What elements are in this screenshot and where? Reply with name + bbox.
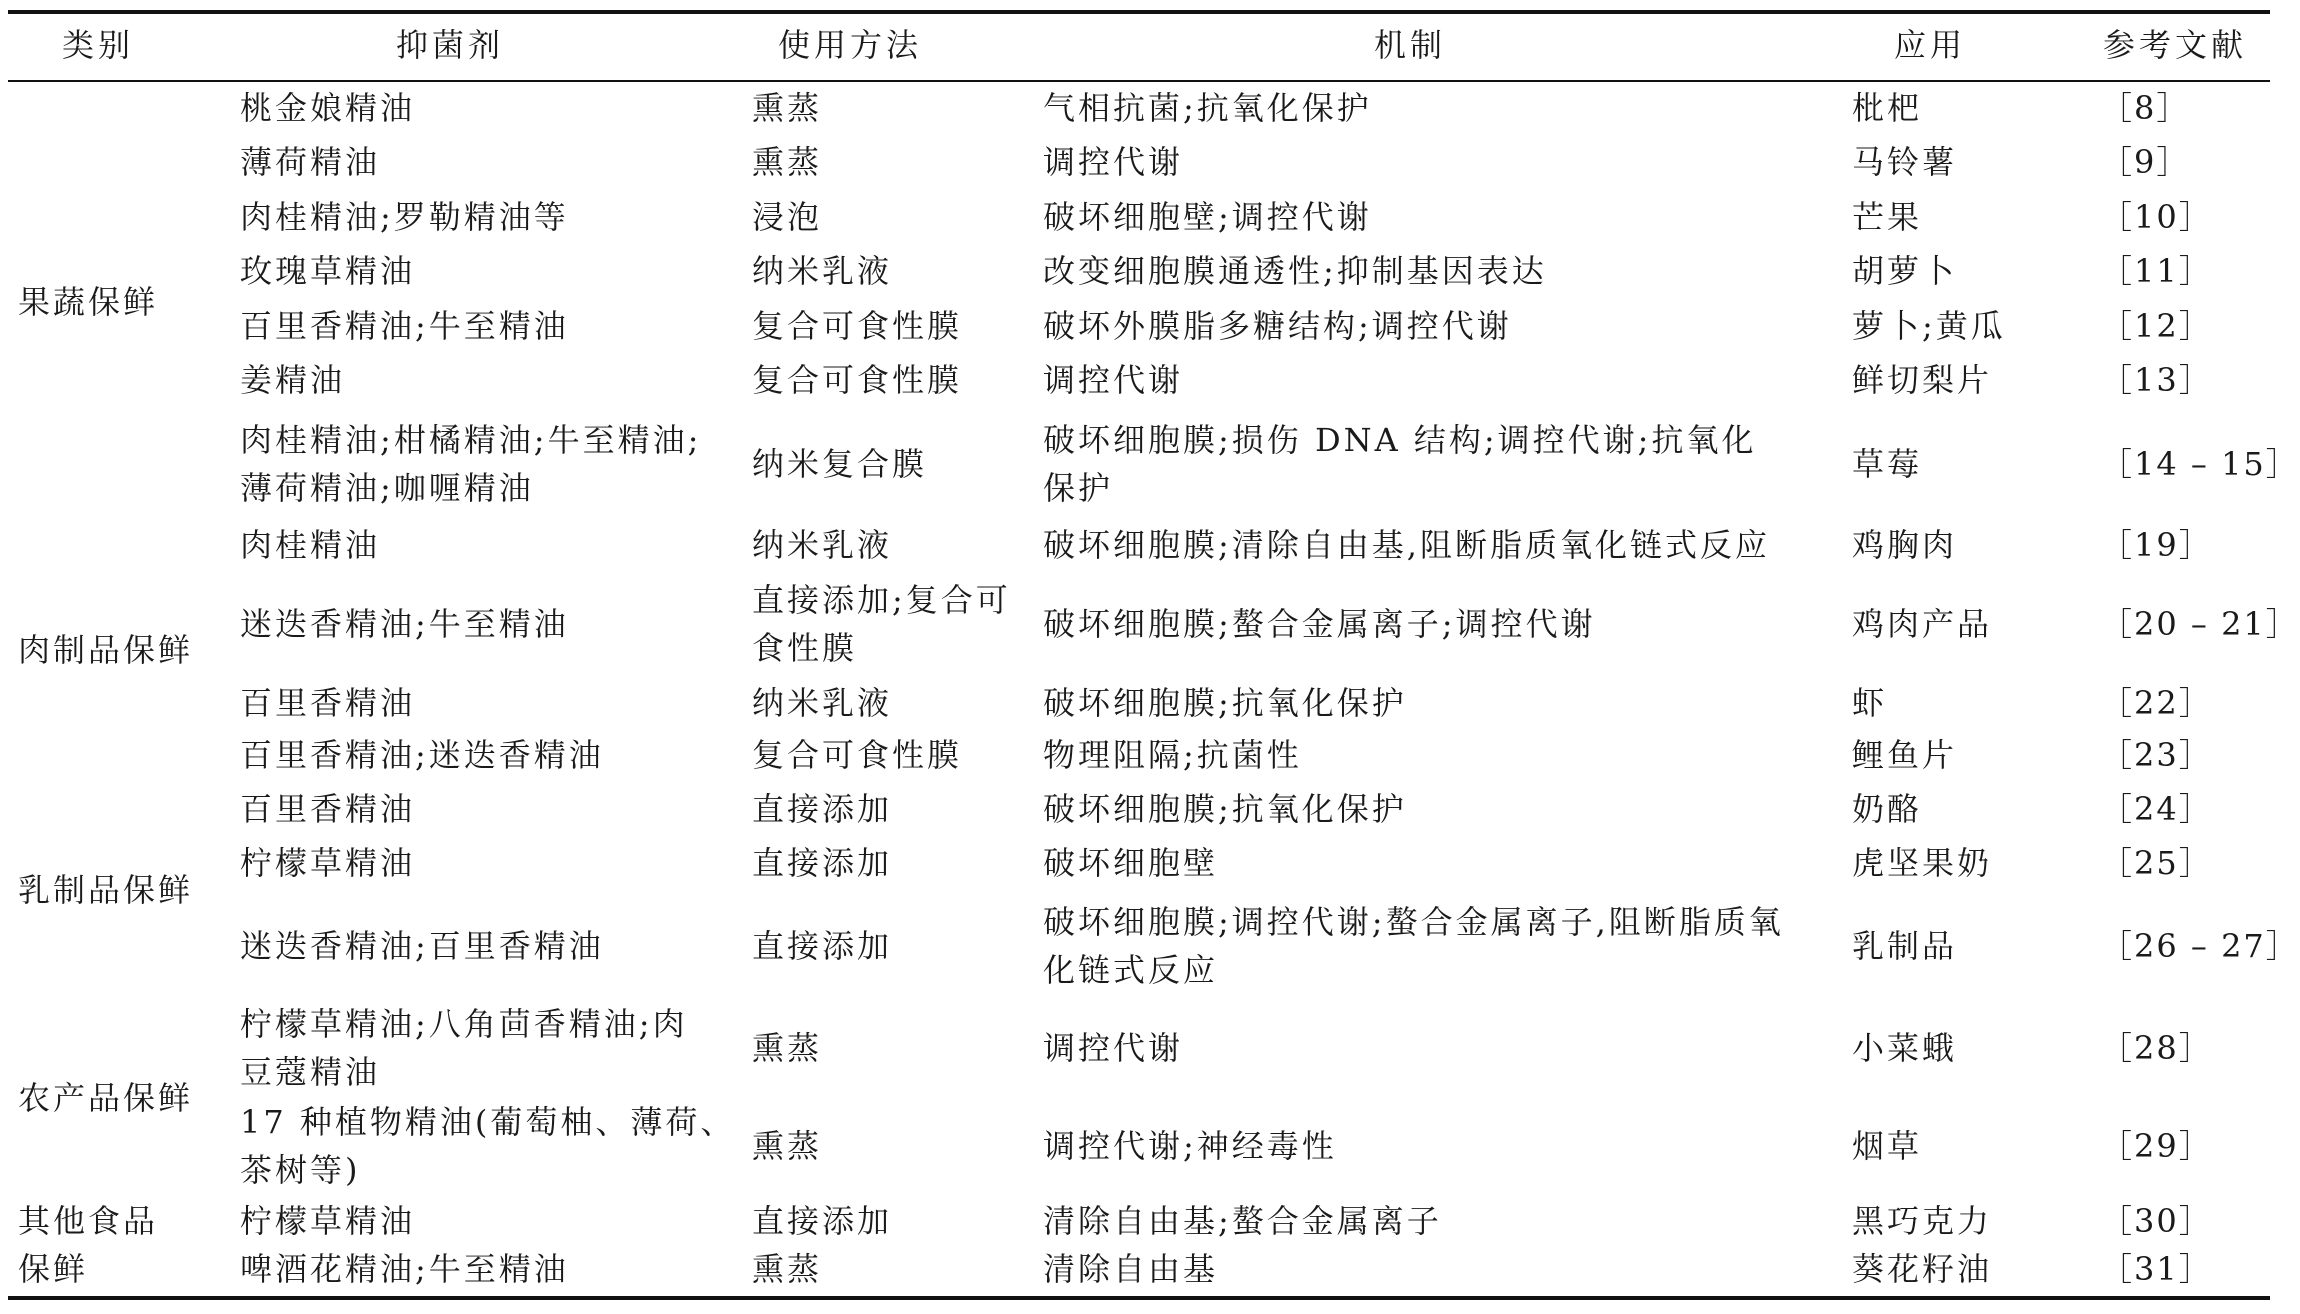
agent-cell: 桃金娘精油 (240, 89, 416, 127)
method-cell: 纳米乳液 (752, 684, 893, 722)
method-cell: 复合可食性膜 (752, 361, 963, 399)
agent-cell: 17 种植物精油(葡萄柚、薄荷、 (240, 1103, 736, 1141)
method-cell: 直接添加 (752, 790, 893, 828)
mechanism-cell-continued: 保护 (1043, 469, 1114, 507)
header-reference: 参考文献 (2102, 26, 2247, 64)
category-label: 果蔬保鲜 (18, 283, 159, 321)
mechanism-cell: 调控代谢 (1043, 1029, 1184, 1067)
reference-cell: ［13］ (2100, 361, 2213, 399)
agent-cell: 柠檬草精油 (240, 1202, 416, 1240)
reference-cell: ［23］ (2100, 736, 2213, 774)
application-cell: 马铃薯 (1852, 143, 1958, 181)
mechanism-cell: 调控代谢 (1043, 361, 1184, 399)
application-cell: 乳制品 (1852, 927, 1958, 965)
method-cell: 直接添加;复合可 (752, 581, 1011, 619)
agent-cell-continued: 茶树等) (240, 1151, 361, 1189)
agent-cell: 柠檬草精油 (240, 844, 416, 882)
reference-cell: ［12］ (2100, 307, 2213, 345)
reference-cell: ［8］ (2100, 89, 2191, 127)
agent-cell: 百里香精油 (240, 684, 416, 722)
application-cell: 奶酪 (1852, 790, 1923, 828)
agent-cell: 啤酒花精油;牛至精油 (240, 1250, 569, 1288)
reference-cell: ［9］ (2100, 143, 2191, 181)
mechanism-cell: 清除自由基;螯合金属离子 (1043, 1202, 1442, 1240)
method-cell: 复合可食性膜 (752, 307, 963, 345)
mechanism-cell: 破坏细胞壁;调控代谢 (1043, 198, 1372, 236)
method-cell: 熏蒸 (752, 143, 823, 181)
mechanism-cell: 破坏细胞膜;螯合金属离子;调控代谢 (1043, 605, 1596, 643)
agent-cell: 百里香精油;迷迭香精油 (240, 736, 604, 774)
application-cell: 烟草 (1852, 1127, 1923, 1165)
header-mechanism: 机制 (1373, 26, 1446, 64)
reference-cell: ［10］ (2100, 198, 2213, 236)
method-cell: 直接添加 (752, 927, 893, 965)
header-agent: 抑菌剂 (395, 26, 504, 64)
agent-cell: 玫瑰草精油 (240, 252, 416, 290)
application-cell: 萝卜;黄瓜 (1852, 307, 2006, 345)
agent-cell: 百里香精油 (240, 790, 416, 828)
reference-cell: ［31］ (2100, 1250, 2213, 1288)
mechanism-cell: 气相抗菌;抗氧化保护 (1043, 89, 1372, 127)
agent-cell: 百里香精油;牛至精油 (240, 307, 569, 345)
method-cell: 纳米乳液 (752, 252, 893, 290)
header-rule (8, 80, 2270, 82)
application-cell: 草莓 (1852, 445, 1923, 483)
method-cell-continued: 食性膜 (752, 629, 858, 667)
method-cell: 纳米乳液 (752, 526, 893, 564)
method-cell: 熏蒸 (752, 1029, 823, 1067)
reference-cell: ［19］ (2100, 526, 2213, 564)
reference-cell: ［30］ (2100, 1202, 2213, 1240)
application-cell: 葵花籽油 (1852, 1250, 1993, 1288)
agent-cell-continued: 豆蔻精油 (240, 1053, 381, 1091)
application-cell: 鲜切梨片 (1852, 361, 1993, 399)
reference-cell: ［29］ (2100, 1127, 2213, 1165)
agent-cell: 迷迭香精油;百里香精油 (240, 927, 604, 965)
top-rule (8, 10, 2270, 14)
agent-cell: 迷迭香精油;牛至精油 (240, 605, 569, 643)
mechanism-cell: 调控代谢;神经毒性 (1043, 1127, 1337, 1165)
agent-cell-continued: 薄荷精油;咖喱精油 (240, 469, 534, 507)
mechanism-cell: 改变细胞膜通透性;抑制基因表达 (1043, 252, 1547, 290)
agent-cell: 柠檬草精油;八角茴香精油;肉 (240, 1005, 688, 1043)
header-category: 类别 (61, 26, 134, 64)
method-cell: 熏蒸 (752, 1250, 823, 1288)
method-cell: 熏蒸 (752, 89, 823, 127)
application-cell: 鲤鱼片 (1852, 736, 1958, 774)
mechanism-cell: 破坏细胞膜;抗氧化保护 (1043, 684, 1407, 722)
reference-cell: ［26 – 27］ (2100, 927, 2300, 965)
application-cell: 芒果 (1852, 198, 1923, 236)
agent-cell: 姜精油 (240, 361, 346, 399)
application-cell: 枇杷 (1852, 89, 1923, 127)
mechanism-cell: 清除自由基 (1043, 1250, 1219, 1288)
reference-cell: ［22］ (2100, 684, 2213, 722)
mechanism-cell-continued: 化链式反应 (1043, 951, 1219, 989)
mechanism-cell: 破坏外膜脂多糖结构;调控代谢 (1043, 307, 1512, 345)
category-label: 农产品保鲜 (18, 1079, 194, 1117)
category-label: 肉制品保鲜 (18, 631, 194, 669)
bottom-rule (8, 1296, 2270, 1300)
reference-cell: ［24］ (2100, 790, 2213, 828)
reference-cell: ［11］ (2100, 252, 2213, 290)
mechanism-cell: 调控代谢 (1043, 143, 1184, 181)
category-label: 乳制品保鲜 (18, 871, 194, 909)
application-cell: 鸡肉产品 (1852, 605, 1993, 643)
mechanism-cell: 破坏细胞膜;调控代谢;螯合金属离子,阻断脂质氧 (1043, 903, 1784, 941)
mechanism-cell: 破坏细胞膜;损伤 DNA 结构;调控代谢;抗氧化 (1043, 421, 1757, 459)
reference-cell: ［25］ (2100, 844, 2213, 882)
application-cell: 胡萝卜 (1852, 252, 1958, 290)
application-cell: 鸡胸肉 (1852, 526, 1958, 564)
mechanism-cell: 破坏细胞膜;清除自由基,阻断脂质氧化链式反应 (1043, 526, 1770, 564)
agent-cell: 肉桂精油 (240, 526, 381, 564)
application-cell: 小菜蛾 (1852, 1029, 1958, 1067)
application-cell: 黑巧克力 (1852, 1202, 1993, 1240)
agent-cell: 肉桂精油;柑橘精油;牛至精油; (240, 421, 702, 459)
method-cell: 直接添加 (752, 844, 893, 882)
method-cell: 熏蒸 (752, 1127, 823, 1165)
agent-cell: 薄荷精油 (240, 143, 381, 181)
reference-cell: ［20 – 21］ (2100, 605, 2300, 643)
application-cell: 虎坚果奶 (1852, 844, 1993, 882)
category-label-continued: 保鲜 (18, 1250, 89, 1288)
application-cell: 虾 (1852, 684, 1888, 722)
method-cell: 纳米复合膜 (752, 445, 928, 483)
mechanism-cell: 物理阻隔;抗菌性 (1043, 736, 1302, 774)
reference-cell: ［14 – 15］ (2100, 445, 2300, 483)
method-cell: 浸泡 (752, 198, 823, 236)
header-application: 应用 (1893, 26, 1966, 64)
method-cell: 复合可食性膜 (752, 736, 963, 774)
header-method: 使用方法 (777, 26, 922, 64)
category-label: 其他食品 (18, 1202, 159, 1240)
mechanism-cell: 破坏细胞壁 (1043, 844, 1219, 882)
method-cell: 直接添加 (752, 1202, 893, 1240)
reference-cell: ［28］ (2100, 1029, 2213, 1067)
mechanism-cell: 破坏细胞膜;抗氧化保护 (1043, 790, 1407, 828)
agent-cell: 肉桂精油;罗勒精油等 (240, 198, 569, 236)
